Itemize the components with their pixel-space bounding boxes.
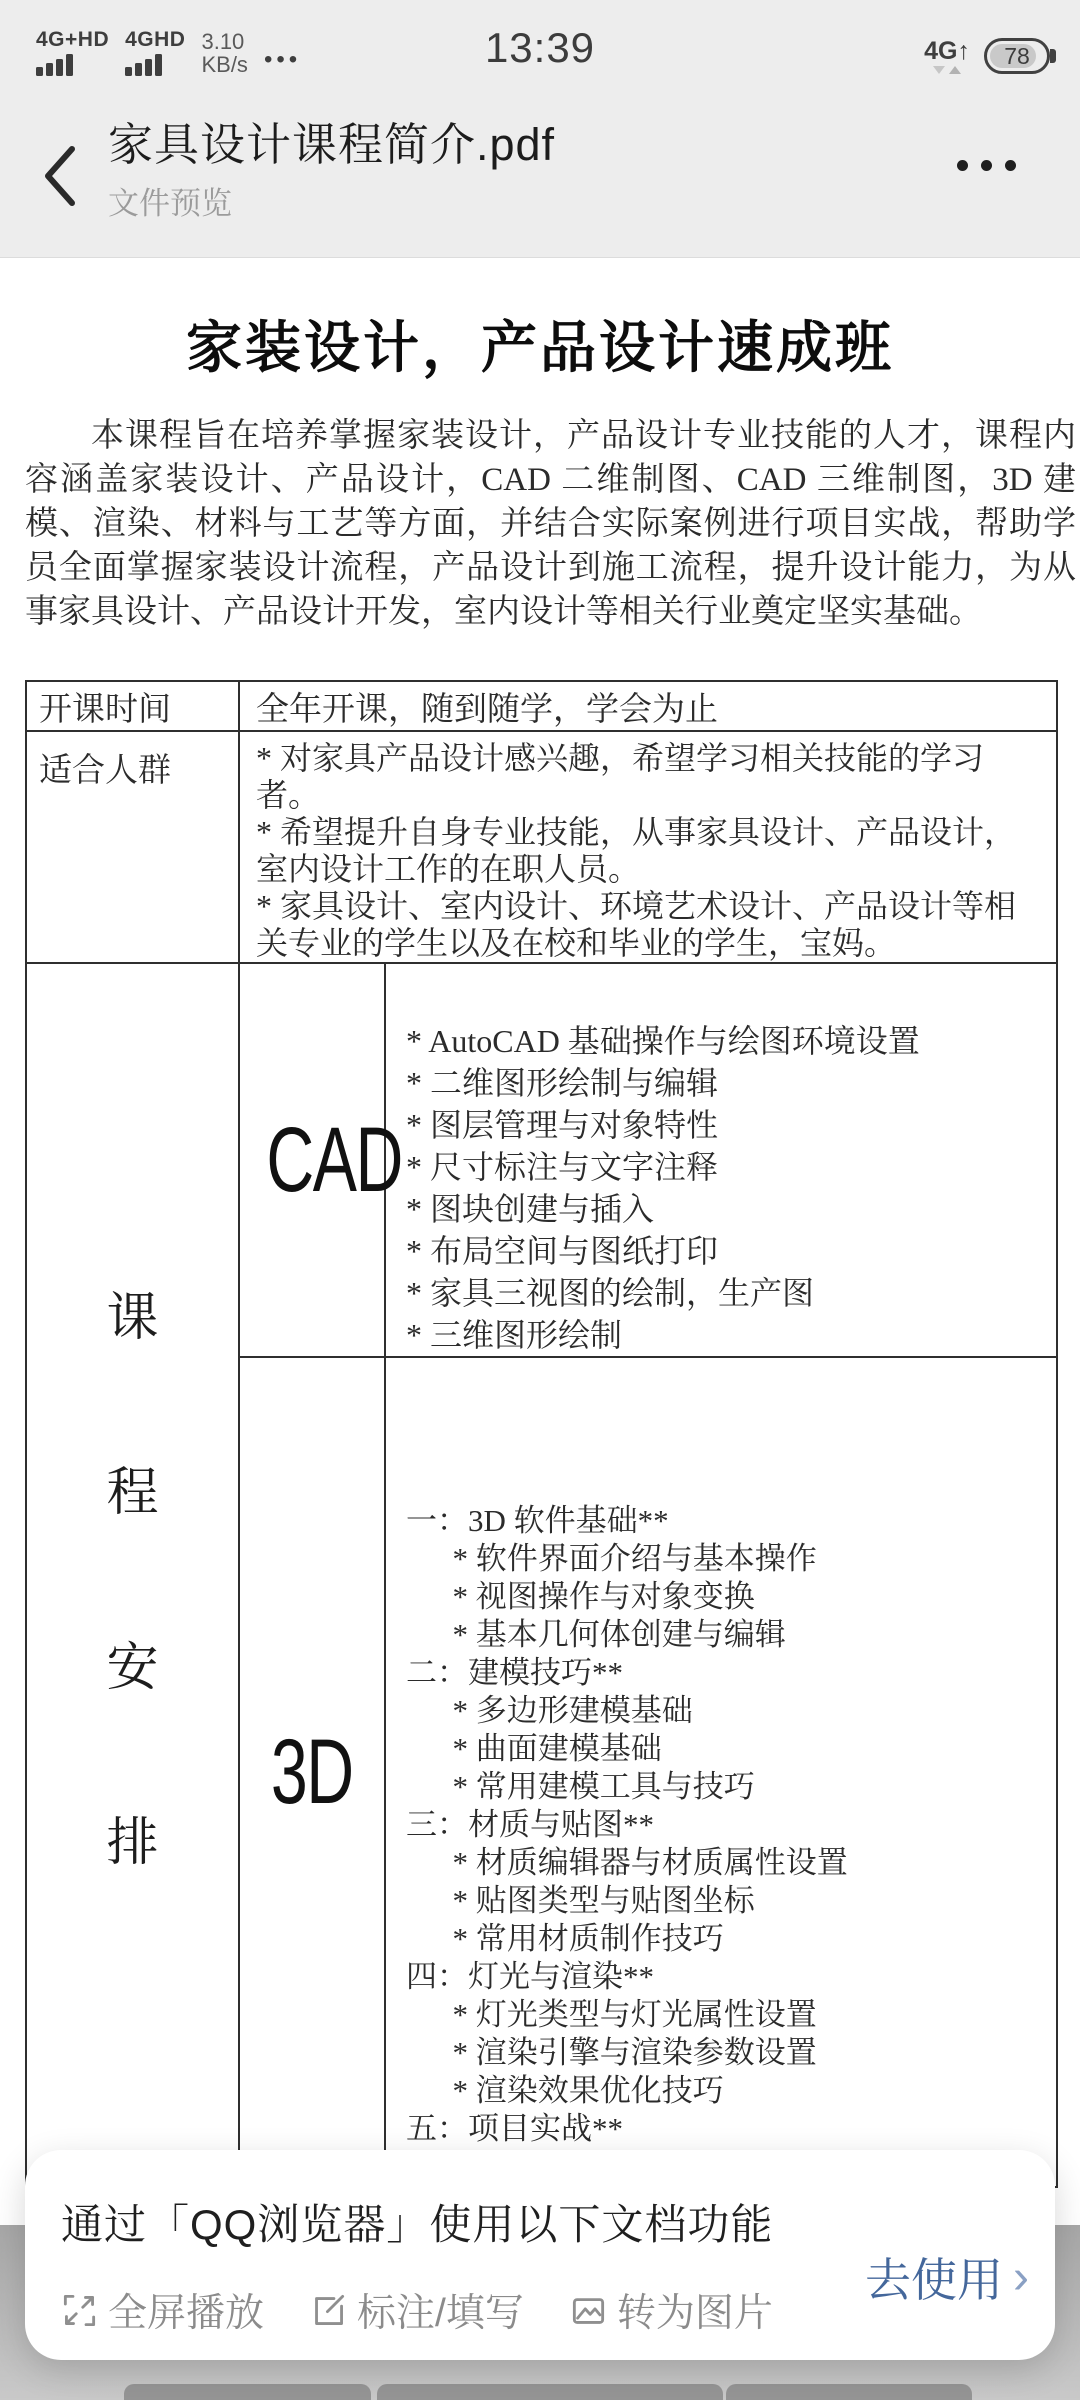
table-row xyxy=(26,963,1057,1357)
data-activity-icon xyxy=(933,66,961,74)
list-item: * 布局空间与图纸打印 xyxy=(406,1232,719,1269)
list-item: * 渲染引擎与渲染参数设置 xyxy=(406,2035,817,2070)
file-preview-header xyxy=(0,88,1080,258)
convert-to-image-button[interactable]: 转为图片 xyxy=(570,2282,773,2338)
list-item: 五：项目实战** xyxy=(406,2111,623,2146)
course-intro-paragraph: 本课程旨在培养掌握家装设计，产品设计专业技能的人才，课程内容涵盖家装设计、产品设计，CAD 二维制图、CAD 三维制图，3D 建模、渲染、材料与工艺等方面，并结合实际案例进行项目实战，帮助学员全面掌握家装设计流程，产品设计到施工流程，提升设计能力，为从事家具设计、产品设计开发，室内设计等相关行业奠定坚实基础。 xyxy=(25,418,1076,630)
course-table xyxy=(25,680,1058,2188)
list-item: 四：灯光与渲染** xyxy=(406,1959,654,1994)
cad-module-cell: CAD xyxy=(239,963,385,1357)
table-row xyxy=(26,681,1057,731)
cad-topics-list xyxy=(385,963,1057,1357)
pdf-preview-page[interactable] xyxy=(0,258,1080,2225)
fullscreen-play-button[interactable]: 全屏播放 xyxy=(61,2282,264,2338)
course-title: 家装设计，产品设计速成班 xyxy=(186,318,894,380)
list-item: * 希望提升自身专业技能，从事家具设计、产品设计，室内设计工作的在职人员。 xyxy=(256,814,1017,887)
audience-list xyxy=(239,731,1057,963)
notification-dots-icon: ••• xyxy=(263,46,302,73)
mobile-data-indicator: 4G↑ xyxy=(924,38,970,74)
annotate-fill-button[interactable]: 标注/填写 xyxy=(310,2282,524,2338)
back-chevron-icon xyxy=(40,143,80,209)
row-label: 适合人群 xyxy=(26,731,239,963)
list-item: * 视图操作与对象变换 xyxy=(406,1579,755,1614)
list-item: * 常用材质制作技巧 xyxy=(406,1921,724,1956)
go-use-link[interactable]: 去使用 › xyxy=(865,2250,1029,2306)
threed-topics-list xyxy=(385,1357,1057,2187)
list-item: * 常用建模工具与技巧 xyxy=(406,1769,755,1804)
header-text xyxy=(108,116,555,223)
clock: 13:39 xyxy=(484,24,596,71)
status-right-group xyxy=(924,38,1050,74)
list-item: * 基本几何体创建与编辑 xyxy=(406,1617,786,1652)
nav-stub-left[interactable] xyxy=(124,2384,371,2400)
list-item: * 材质编辑器与材质属性设置 xyxy=(406,1845,848,1880)
list-item: * 家具三视图的绘制，生产图 xyxy=(406,1274,815,1311)
to-image-icon xyxy=(570,2292,607,2329)
row-value: 全年开课，随到随学，学会为止 xyxy=(239,681,1057,731)
list-item: * 图层管理与对象特性 xyxy=(406,1106,719,1143)
qq-browser-promo-sheet xyxy=(25,2150,1055,2360)
status-bar xyxy=(0,0,1080,88)
battery-percent: 78 xyxy=(1004,42,1030,69)
list-item: 二：建模技巧** xyxy=(406,1655,623,1690)
schedule-label-char: 排 xyxy=(106,1815,159,1872)
row-label: 开课时间 xyxy=(26,681,239,731)
schedule-label-char: 安 xyxy=(106,1640,159,1697)
list-item: * 二维图形绘制与编辑 xyxy=(406,1064,719,1101)
network-speed: 3.10 KB/s xyxy=(201,29,248,77)
chevron-right-icon: › xyxy=(1013,2250,1029,2304)
schedule-label-char: 程 xyxy=(106,1465,159,1522)
feature-buttons-row xyxy=(61,2282,865,2338)
more-options-button[interactable] xyxy=(957,160,1016,171)
threed-module-cell: 3D xyxy=(239,1357,385,2187)
list-item: 三：材质与贴图** xyxy=(406,1807,654,1842)
file-subtitle: 文件预览 xyxy=(108,186,232,221)
network-badge: 4G+HD xyxy=(36,28,110,51)
list-item: * 灯光类型与灯光属性设置 xyxy=(406,1997,817,2032)
list-item: * 图块创建与插入 xyxy=(406,1190,655,1227)
network-badge: 4GHD xyxy=(125,28,186,51)
list-item: 一：3D 软件基础** xyxy=(406,1503,669,1538)
schedule-label-cell xyxy=(26,963,239,2187)
nav-stub-middle[interactable] xyxy=(377,2384,723,2400)
fullscreen-icon xyxy=(61,2292,98,2329)
annotate-icon xyxy=(310,2292,347,2329)
list-item: * 尺寸标注与文字注释 xyxy=(406,1148,719,1185)
schedule-label-char: 课 xyxy=(106,1290,159,1347)
battery-icon xyxy=(984,38,1050,74)
list-item: * 多边形建模基础 xyxy=(406,1693,693,1728)
list-item: * 家具设计、室内设计、环境艺术设计、产品设计等相关专业的学生以及在校和毕业的学生，宝妈。 xyxy=(256,888,1017,961)
list-item: * 三维图形绘制 xyxy=(406,1316,623,1353)
back-button[interactable] xyxy=(28,138,92,214)
list-item: * 曲面建模基础 xyxy=(406,1731,662,1766)
promo-title: 通过「QQ浏览器」使用以下文档功能 xyxy=(61,2201,774,2248)
file-title: 家具设计课程简介.pdf xyxy=(108,119,556,170)
list-item: * 对家具产品设计感兴趣，希望学习相关技能的学习者。 xyxy=(256,740,985,813)
list-item: * 渲染效果优化技巧 xyxy=(406,2073,724,2108)
list-item: * AutoCAD 基础操作与绘图环境设置 xyxy=(406,1022,920,1059)
table-row xyxy=(26,731,1057,963)
list-item: * 贴图类型与贴图坐标 xyxy=(406,1883,755,1918)
list-item: * 软件界面介绍与基本操作 xyxy=(406,1541,817,1576)
nav-stub-right[interactable] xyxy=(726,2384,972,2400)
